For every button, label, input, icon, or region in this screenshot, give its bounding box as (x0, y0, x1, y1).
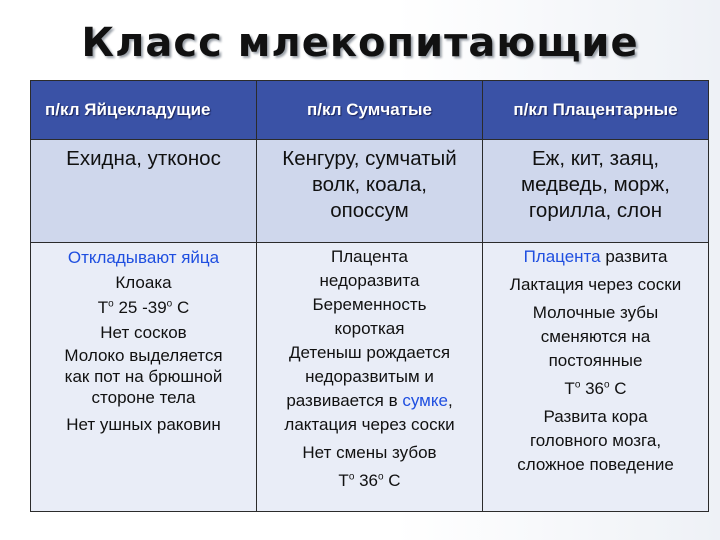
features-row (31, 243, 709, 512)
header-marsupials: п/кл Сумчатые (257, 81, 483, 140)
examples-line: горилла, слон (528, 199, 663, 222)
feature-body-temp (483, 377, 708, 401)
feature-text: , (447, 391, 453, 410)
feature-young: Детеныш рождается (288, 343, 451, 362)
temp-symbol: Т (338, 471, 349, 490)
feature-no-nipples: Нет сосков (100, 323, 187, 342)
examples-row (31, 140, 709, 243)
temp-symbol: Т (97, 298, 109, 317)
temp-value: 25 -39 (113, 298, 167, 317)
temp-superscript: о (166, 298, 173, 310)
feature-text: развита (600, 247, 668, 266)
feature-placenta-word: Плацента (523, 247, 601, 266)
header-monotremes: п/кл Яйцекладущие (31, 81, 257, 140)
feature-teeth: Молочные зубы (532, 303, 659, 322)
examples-placentals (483, 140, 709, 243)
feature-teeth: постоянные (548, 351, 643, 370)
feature-body-temp (257, 469, 482, 493)
examples-marsupials (257, 140, 483, 243)
feature-young: недоразвитым и (305, 367, 434, 386)
feature-line: стороне тела (91, 388, 196, 407)
temp-unit: С (609, 379, 627, 398)
feature-cortex: сложное поведение (517, 455, 674, 474)
temp-superscript: о (574, 379, 581, 391)
examples-line: волк, коала, (312, 173, 427, 196)
feature-placenta (483, 245, 708, 269)
feature-no-teeth-change: Нет смены зубов (302, 443, 437, 462)
feature-placenta: недоразвита (319, 271, 420, 290)
feature-line: как пот на брюшной (64, 367, 223, 386)
examples-line: Кенгуру, сумчатый (282, 147, 457, 170)
feature-cortex: головного мозга, (529, 431, 662, 450)
temp-superscript: о (378, 471, 384, 483)
feature-milk (31, 345, 256, 408)
examples-line: Ехидна, утконос (66, 147, 221, 170)
temp-superscript: о (348, 471, 355, 483)
features-marsupials (257, 243, 483, 512)
feature-cloaca: Клоака (115, 273, 172, 292)
feature-line: Молоко выделяется (64, 346, 223, 365)
feature-cortex: Развита кора (543, 407, 648, 426)
feature-lays-eggs: Откладывают яйца (67, 248, 220, 267)
features-placentals (483, 243, 709, 512)
feature-body-temp (31, 295, 256, 320)
temp-superscript: о (108, 298, 114, 310)
examples-line: опоссум (330, 199, 409, 222)
examples-line: Еж, кит, заяц, (531, 147, 660, 170)
feature-teeth: сменяются на (540, 327, 651, 346)
feature-placenta: Плацента (330, 247, 409, 266)
feature-pouch-word: сумке (402, 391, 448, 410)
temp-unit: С (172, 298, 190, 317)
header-row (31, 81, 709, 140)
examples-line: медведь, морж, (521, 173, 670, 196)
temp-superscript: о (604, 379, 610, 391)
slide-title: Класс млекопитающие (81, 20, 639, 66)
feature-lactation: Лактация через соски (509, 275, 682, 294)
temp-value: 36 (580, 379, 605, 398)
temp-unit: С (383, 471, 401, 490)
features-monotremes (31, 243, 257, 512)
feature-pregnancy: Беременность (312, 295, 427, 314)
temp-value: 36 (354, 471, 379, 490)
header-placentals: п/кл Плацентарные (483, 81, 709, 140)
feature-text: развивается в (286, 391, 403, 410)
temp-symbol: Т (564, 379, 575, 398)
feature-pouch-development (257, 389, 482, 413)
feature-pregnancy: короткая (334, 319, 405, 338)
examples-monotremes (31, 140, 257, 243)
feature-no-ears: Нет ушных раковин (66, 415, 221, 434)
mammal-class-table (30, 80, 709, 512)
feature-lactation: лактация через соски (284, 415, 455, 434)
